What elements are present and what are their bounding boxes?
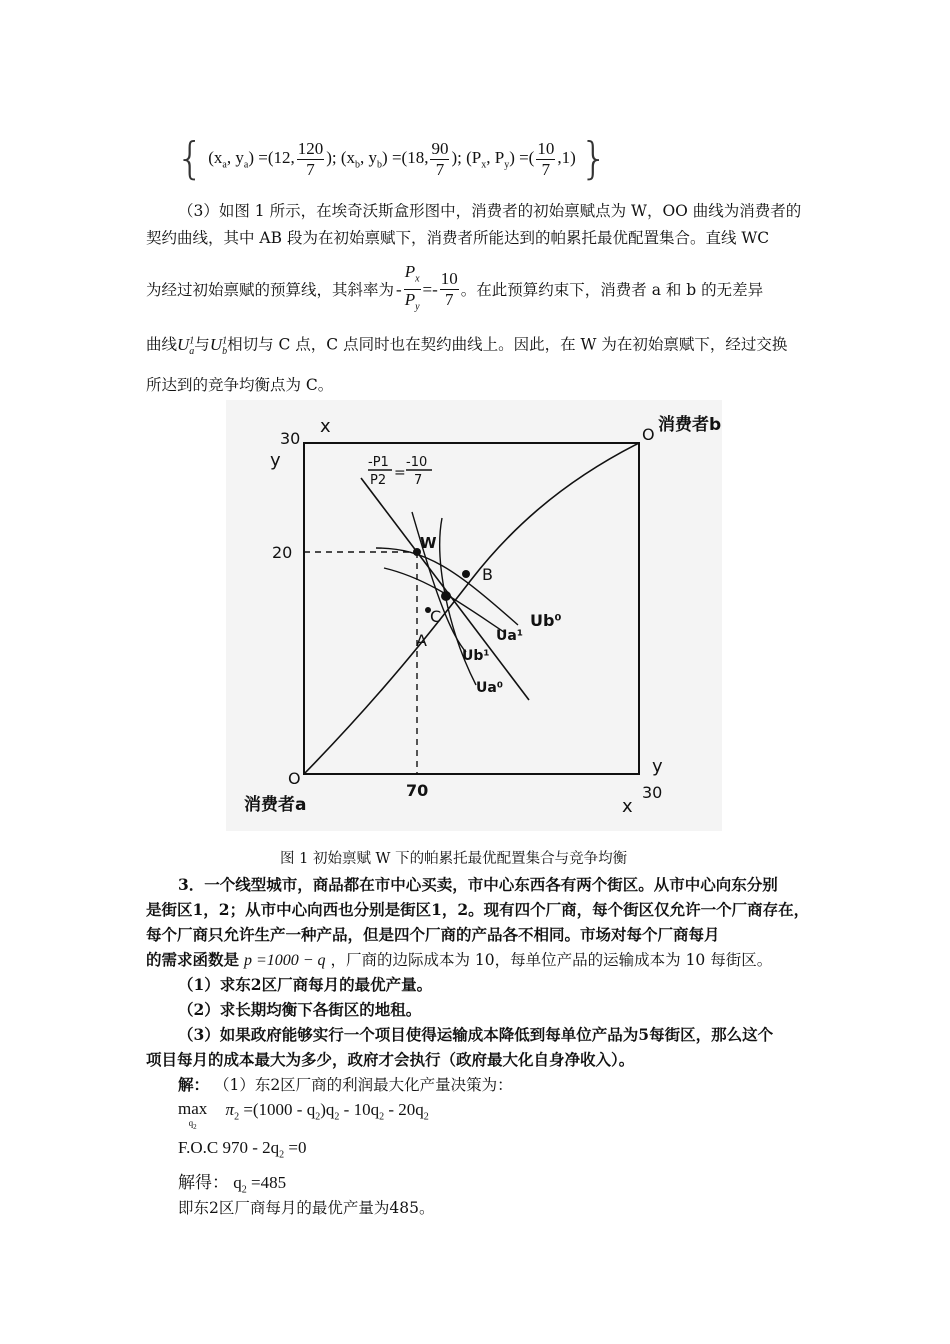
q3-line2: 是街区1，2；从市中心向西也分别是街区1，2。现有四个厂商，每个街区仅允许一个厂商存在，: [146, 900, 810, 919]
label-y-right: y: [652, 756, 663, 777]
slope-rhs-num: -10: [406, 455, 428, 470]
q3-line4: [146, 949, 772, 972]
solution-label: 解：: [178, 1075, 210, 1094]
eq-sub: a: [243, 159, 249, 171]
point-b: [462, 570, 470, 578]
q3-sub3-line1: （3）如果政府能够实行一个项目使得运输成本降低到每单位产品为5每街区，那么这个: [178, 1025, 774, 1044]
fraction-90-7: $\frac{90}{7}$: [431, 138, 449, 179]
line3-text: 为经过初始禀赋的预算线，其斜率为: [146, 280, 395, 299]
objective-equation: max $q_2$ $\pi_2 =(1000 - q_2)q_2 - 10q_2 - 20q_2$: [178, 1099, 429, 1131]
label-30-top: 30: [280, 429, 301, 448]
q3-line4-post: ，厂商的边际成本为 10，每单位产品的运输成本为 10 每街区。: [330, 951, 773, 969]
para3-line1: （3）如图 1 所示，在埃奇沃斯盒形图中，消费者的初始禀赋点为 W，OO 曲线为消费者的: [178, 202, 802, 220]
ua-symbol: $U^1_a$: [177, 334, 195, 358]
solution-intro-text: （1）东2区厂商的利润最大化产量决策为：: [213, 1076, 513, 1094]
obj-rhs-4: - 20q: [384, 1100, 424, 1119]
left-brace: {: [176, 133, 204, 184]
minus-sign: -: [396, 279, 402, 299]
q3-sub3-line2: 项目每月的成本最大为多少，政府才会执行（政府最大化自身净收入）。: [146, 1050, 635, 1069]
line3-post-text: 。在此预算约束下，消费者 a 和 b 的无差异: [460, 280, 764, 299]
slope-value-fraction: $\frac{10}{7}$: [440, 269, 458, 310]
obj-rhs-1: =(1000 - q: [243, 1100, 316, 1119]
obj-rhs-3: - 10q: [339, 1100, 380, 1119]
eq-sub: b: [377, 159, 383, 171]
label-o-top: O: [642, 425, 655, 444]
eq-text: ,1): [557, 148, 576, 167]
q3-sub1: （1）求东2区厂商每月的最优产量。: [178, 975, 433, 994]
demand-function: p =1000 − q: [243, 952, 326, 969]
box-frame: [304, 443, 639, 774]
para3-line2: 契约曲线，其中 AB 段为在初始禀赋下，消费者所能达到的帕累托最优配置集合。直线 WC: [146, 229, 770, 247]
foc-end: =0: [284, 1138, 307, 1157]
fraction-120-7: $\frac{120}{7}$: [297, 138, 324, 179]
eq-text: , y: [360, 148, 378, 167]
solve-label: 解得：: [178, 1173, 229, 1193]
label-ua1: Ua¹: [496, 628, 523, 644]
pi-sub: 2: [234, 1111, 240, 1123]
eq-sub: b: [355, 159, 361, 171]
q3-sub2: （2）求长期均衡下各街区的地租。: [178, 1000, 422, 1019]
eq-text: , P: [486, 148, 505, 167]
eq-sub: x: [481, 159, 487, 171]
edgeworth-box-figure: [226, 400, 722, 831]
slope-lhs-den: P2: [370, 473, 387, 488]
label-70: 70: [406, 781, 429, 800]
eq-text: ) =(: [509, 148, 535, 167]
eq-text: ) =(12,: [248, 148, 295, 167]
q3-line1: 3．一个线型城市，商品都在市中心买卖，市中心东西各有两个街区。从市中心向东分别: [178, 875, 778, 894]
figure-caption: 图 1 初始禀赋 W 下的帕累托最优配置集合与竞争均衡: [280, 851, 628, 867]
eq-text: (x: [208, 148, 223, 167]
right-brace: }: [580, 133, 609, 184]
label-30-bottom: 30: [642, 783, 663, 802]
equilibrium-equation: [176, 133, 609, 190]
eq-text: , y: [226, 148, 244, 167]
label-a: A: [416, 631, 427, 650]
label-consumer-a: 消费者a: [244, 795, 307, 815]
eq-text: ) =(18,: [382, 148, 429, 167]
equals-minus: =-: [422, 279, 438, 299]
solve-equation: 解得： $q_2 =485$: [178, 1173, 287, 1196]
slope-rhs-den: 7: [414, 473, 423, 488]
label-x-top: x: [320, 416, 331, 437]
label-y-left: y: [270, 450, 281, 471]
label-ub0: Ub⁰: [530, 611, 562, 630]
label-consumer-b: 消费者b: [658, 415, 722, 435]
eq-sub: y: [504, 159, 510, 171]
label-20: 20: [272, 543, 293, 562]
eq-sub: a: [222, 159, 227, 171]
budget-line: [361, 478, 529, 700]
label-x-bottom: x: [622, 796, 633, 817]
solution-intro: [178, 1074, 513, 1096]
ub-symbol: $U^1_b$: [209, 334, 228, 358]
point-c: [441, 591, 451, 601]
label-ub1: Ub¹: [462, 648, 490, 664]
indiff-ub0: [376, 548, 518, 625]
obj-rhs-2: )q: [320, 1100, 335, 1119]
pi-symbol: π: [225, 1100, 235, 1119]
label-b: B: [482, 565, 493, 584]
max-operator: max $q_2$: [178, 1099, 208, 1131]
q3-line3: 每个厂商只允许生产一种产品，但是四个厂商的产品各不相同。市场对每个厂商每月: [146, 925, 720, 944]
line4-pre: 曲线: [146, 335, 178, 354]
line4-post: 相切与 C 点，C 点同时也在契约曲线上。因此，在 W 为在初始禀赋下，经过交换: [227, 335, 788, 354]
solve-end: =485: [246, 1173, 287, 1192]
eq-text: ); (x: [326, 148, 356, 167]
contract-curve: [304, 443, 639, 774]
price-ratio-fraction: $\frac{P_x}{P_y}$: [404, 262, 420, 313]
q3-line4-pre: 的需求函数是: [146, 950, 240, 969]
label-c: C: [430, 607, 442, 626]
eq-text: ); (P: [451, 148, 482, 167]
label-o-bottom: O: [288, 769, 301, 788]
slope-lhs-num: -P1: [368, 455, 389, 470]
para3-line5: 所达到的竞争均衡点为 C。: [146, 376, 334, 394]
edgeworth-box-svg: [226, 400, 722, 831]
foc-text: F.O.C 970 - 2q: [178, 1138, 280, 1157]
label-w: W: [420, 534, 437, 552]
para3-line4: [146, 330, 787, 363]
foc-equation: F.O.C $970 - 2q_2 =0$: [178, 1138, 307, 1161]
fraction-10-7: $\frac{10}{7}$: [537, 138, 555, 179]
label-ua0: Ua⁰: [476, 680, 503, 696]
solution-conclusion: 即东2区厂商每月的最优产量为485。: [178, 1199, 435, 1217]
yu-text: 与: [194, 335, 210, 354]
slope-equals: =: [394, 465, 406, 481]
solve-q: q: [233, 1173, 242, 1192]
para3-line3: [146, 262, 763, 318]
